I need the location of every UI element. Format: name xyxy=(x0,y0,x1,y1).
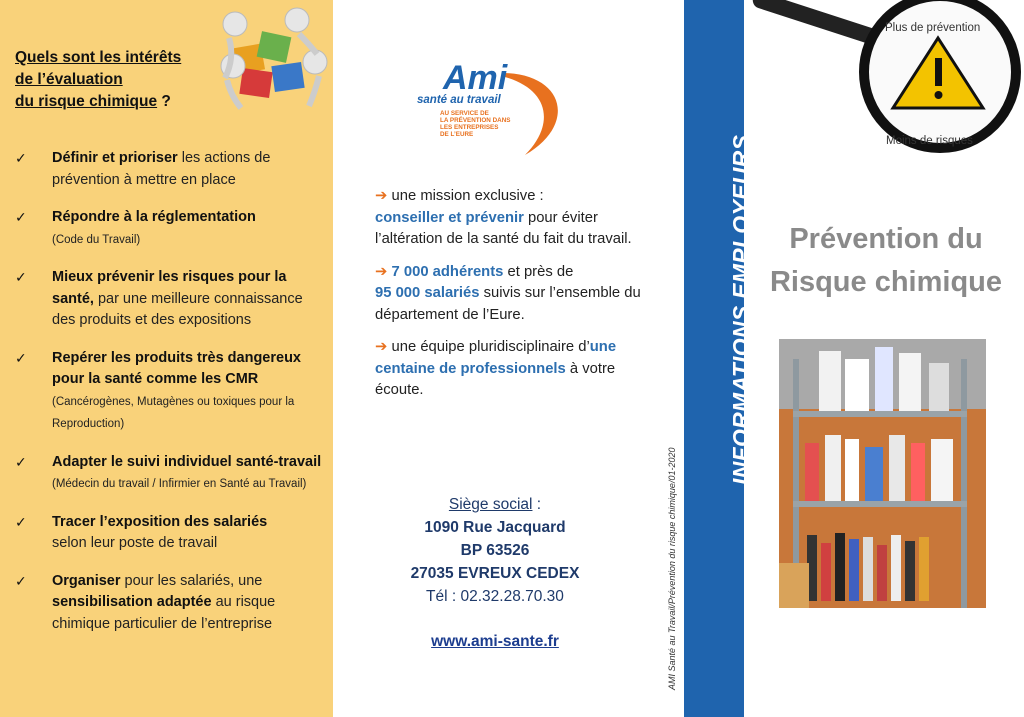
item-text: par une meilleure connaissance des produits et des expositions xyxy=(52,290,303,328)
logo-tagline4: DE L’EURE xyxy=(440,131,474,138)
benefits-list xyxy=(15,148,325,651)
siege-street: 1090 Rue Jacquard xyxy=(424,519,566,536)
check-icon: ✓ xyxy=(15,513,27,530)
arrow-right-icon: ➔ xyxy=(375,263,388,280)
logo-tagline3: LES ENTREPRISES xyxy=(440,124,499,131)
item-bold2: sensibilisation adaptée xyxy=(52,594,212,610)
siege-tel: Tél : 02.32.28.70.30 xyxy=(426,588,564,605)
mission-paragraph: ➔ une équipe pluridisciplinaire d’une centaine de professionnels à votre écoute. xyxy=(375,339,617,398)
page-title xyxy=(748,218,1024,304)
website-link[interactable]: www.ami-sante.fr xyxy=(431,633,559,650)
left-title xyxy=(15,47,215,113)
left-title-line3: du risque chimique xyxy=(15,93,158,110)
check-icon: ✓ xyxy=(15,349,27,366)
item-bold: Adapter le suivi individuel santé-travail xyxy=(52,453,322,470)
mission-paragraph: ➔ une mission exclusive : conseiller et prévenir pour éviter l’altération de la santé du fait du travail. xyxy=(375,188,632,247)
list-item xyxy=(15,571,325,636)
check-icon: ✓ xyxy=(15,572,27,589)
page-title-line1: Prévention du xyxy=(789,223,983,255)
logo-sub: santé au travail xyxy=(417,94,501,106)
left-title-line2: de l’évaluation xyxy=(15,71,123,88)
magnifier-bottom-label: Moins de risques xyxy=(886,135,973,147)
item-text2: au risque chimique particulier de l’entreprise xyxy=(52,594,276,632)
left-title-line1: Quels sont les intérêts xyxy=(15,49,182,66)
item-text: selon leur poste de travail xyxy=(52,535,218,551)
item-note: (Code du Travail) xyxy=(52,233,141,246)
mission-paragraph: ➔ 7 000 adhérents et près de 95 000 salariés suivis sur l’ensemble du département de l’Eure. xyxy=(375,263,641,323)
mission-text xyxy=(375,186,650,413)
list-item xyxy=(15,512,325,555)
logo-tagline1: AU SERVICE DE xyxy=(440,110,489,117)
list-item xyxy=(15,452,325,496)
logo-tagline2: LA PRÉVENTION DANS xyxy=(440,117,511,124)
chemical-shelf-photo xyxy=(779,339,986,608)
footer-reference: AMI Santé au Travail/Prévention du risque chimique/01-2020 xyxy=(667,447,677,690)
siege-label: Siège social xyxy=(448,496,533,513)
item-bold: Tracer l’exposition des salariés xyxy=(52,513,268,530)
item-note: (Médecin du travail / Infirmier en Santé au Travail) xyxy=(52,478,307,490)
logo-name: Ami xyxy=(443,59,508,97)
item-bold: Mieux prévenir les risques pour la santé, xyxy=(52,269,287,307)
strip-title: INFORMATIONS EMPLOYEURS xyxy=(728,134,754,485)
ami-logo xyxy=(415,55,575,165)
list-item xyxy=(15,267,325,332)
item-bold: Définir et prioriser xyxy=(52,150,178,166)
arrow-right-icon: ➔ xyxy=(375,339,388,355)
item-note: (Cancérogènes, Mutagènes ou toxiques pour la Reproduction) xyxy=(52,395,295,430)
check-icon: ✓ xyxy=(15,453,27,470)
siege-city: 27035 EVREUX CEDEX xyxy=(410,565,580,582)
item-bold: Repérer les produits très dangereux pour la santé comme les CMR xyxy=(52,349,301,387)
page-title-line2: Risque chimique xyxy=(769,266,1003,298)
arrow-right-icon: ➔ xyxy=(375,188,388,204)
item-text: les actions de prévention à mettre en place xyxy=(52,150,271,188)
siege-bp: BP 63526 xyxy=(460,542,530,559)
headquarters-address: Siège social : 1090 Rue Jacquard BP 63526 27035 EVREUX CEDEX Tél : 02.32.28.70.30 xyxy=(395,493,595,608)
magnifier-top-label: Plus de prévention xyxy=(885,22,981,34)
item-text: pour les salariés, une xyxy=(120,572,263,589)
list-item xyxy=(15,207,325,251)
list-item xyxy=(15,148,325,191)
check-icon: ✓ xyxy=(15,269,27,285)
check-icon: ✓ xyxy=(15,209,27,225)
left-panel xyxy=(0,0,333,717)
puzzle-figures-illustration xyxy=(215,4,333,114)
item-bold: Répondre à la réglementation xyxy=(52,209,256,225)
left-title-suffix: ? xyxy=(157,93,171,110)
check-icon: ✓ xyxy=(15,150,27,166)
list-item xyxy=(15,348,325,436)
item-bold: Organiser xyxy=(52,572,121,589)
